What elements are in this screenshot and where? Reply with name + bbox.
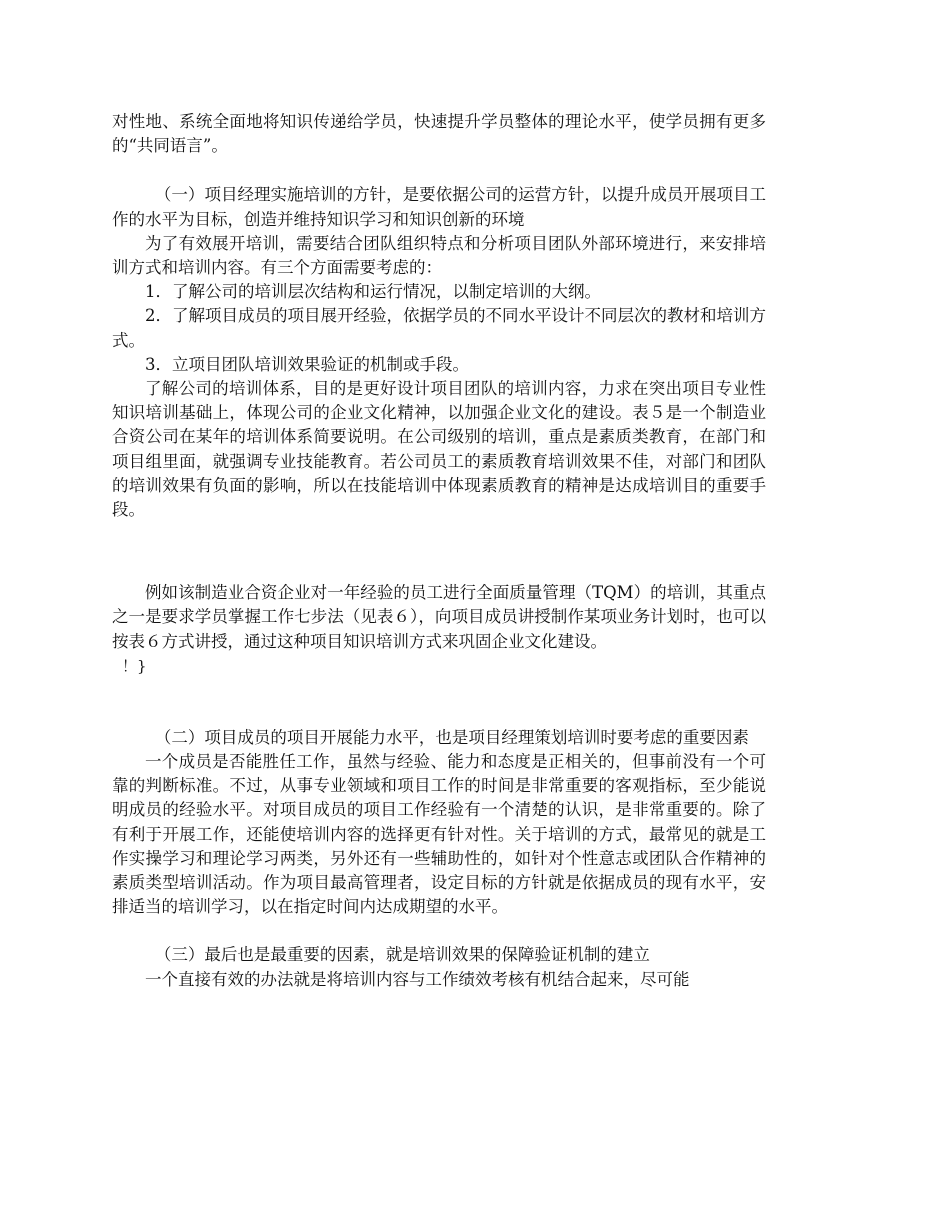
spacer (112, 678, 766, 726)
section-heading-3: （三）最后也是最重要的因素，就是培训效果的保障验证机制的建立 (154, 945, 650, 965)
section-heading-1: （一）项目经理实施培训的方针，是要依据公司的运营方针，以提升成员开展项目工作的水平为目标，创造并维持知识学习和知识创新的环境 (112, 185, 766, 229)
spacer (112, 158, 766, 183)
section-heading-2: （二）项目成员的项目开展能力水平，也是项目经理策划培训时要考虑的重要因素 (154, 727, 749, 747)
paragraph: 了解公司的培训体系，目的是更好设计项目团队的培训内容，力求在突出项目专业性知识培训基础上，体现公司的企业文化精神，以加强企业文化的建设。表５是一个制造业合资公司在某年的培训体系简要说明。在公司级别的培训，重点是素质类教育，在部门和项目组里面，就强调专业技能教育。若公司员工的素质教育培训效果不佳，对部门和团队的培训效果有负面的影响，所以在技能培训中体现素质教育的精神是达成培训目的重要手段。 (112, 379, 766, 520)
spacer (112, 919, 766, 943)
paragraph: 一个直接有效的办法就是将培训内容与工作绩效考核有机结合起来，尽可能 (145, 969, 690, 989)
spacer (112, 522, 766, 581)
list-item: 1．了解公司的培训层次结构和运行情况，以制定培训的大纲。 (145, 282, 601, 302)
list-item: 3．立项目团队培训效果验证的机制或手段。 (145, 354, 469, 374)
paragraph-intro: 对性地、系统全面地将知识传递给学员，快速提升学员整体的理论水平，使学员拥有更多的“共同语言”。 (112, 112, 766, 156)
paragraph: 例如该制造业合资企业对一年经验的员工进行全面质量管理（TQM）的培训，其重点之一是要求学员掌握工作七步法（见表６），向项目成员讲授制作某项业务计划时，也可以按表６方式讲授，通过这种项目知识培训方式来巩固企业文化建设。 (112, 583, 766, 651)
document-page (112, 110, 766, 992)
stray-mark: ！} (122, 656, 147, 675)
list-item: 2．了解项目成员的项目展开经验，依据学员的不同水平设计不同层次的教材和培训方式。 (112, 306, 766, 350)
paragraph: 为了有效展开培训，需要结合团队组织特点和分析项目团队外部环境进行，来安排培训方式和培训内容。有三个方面需要考虑的： (112, 233, 766, 278)
paragraph: 一个成员是否能胜任工作，虽然与经验、能力和态度是正相关的，但事前没有一个可靠的判断标准。不过，从事专业领域和项目工作的时间是非常重要的客观指标，至少能说明成员的经验水平。对项目成员的项目工作经验有一个清楚的认识，是非常重要的。除了有利于开展工作，还能使培训内容的选择更有针对性。关于培训的方式，最常见的就是工作实操学习和理论学习两类，另外还有一些辅助性的，如针对个性意志或团队合作精神的素质类型培训活动。作为项目最高管理者，设定目标的方针就是依据成员的现有水平，安排适当的培训学习，以在指定时间内达成期望的水平。 (112, 752, 766, 917)
